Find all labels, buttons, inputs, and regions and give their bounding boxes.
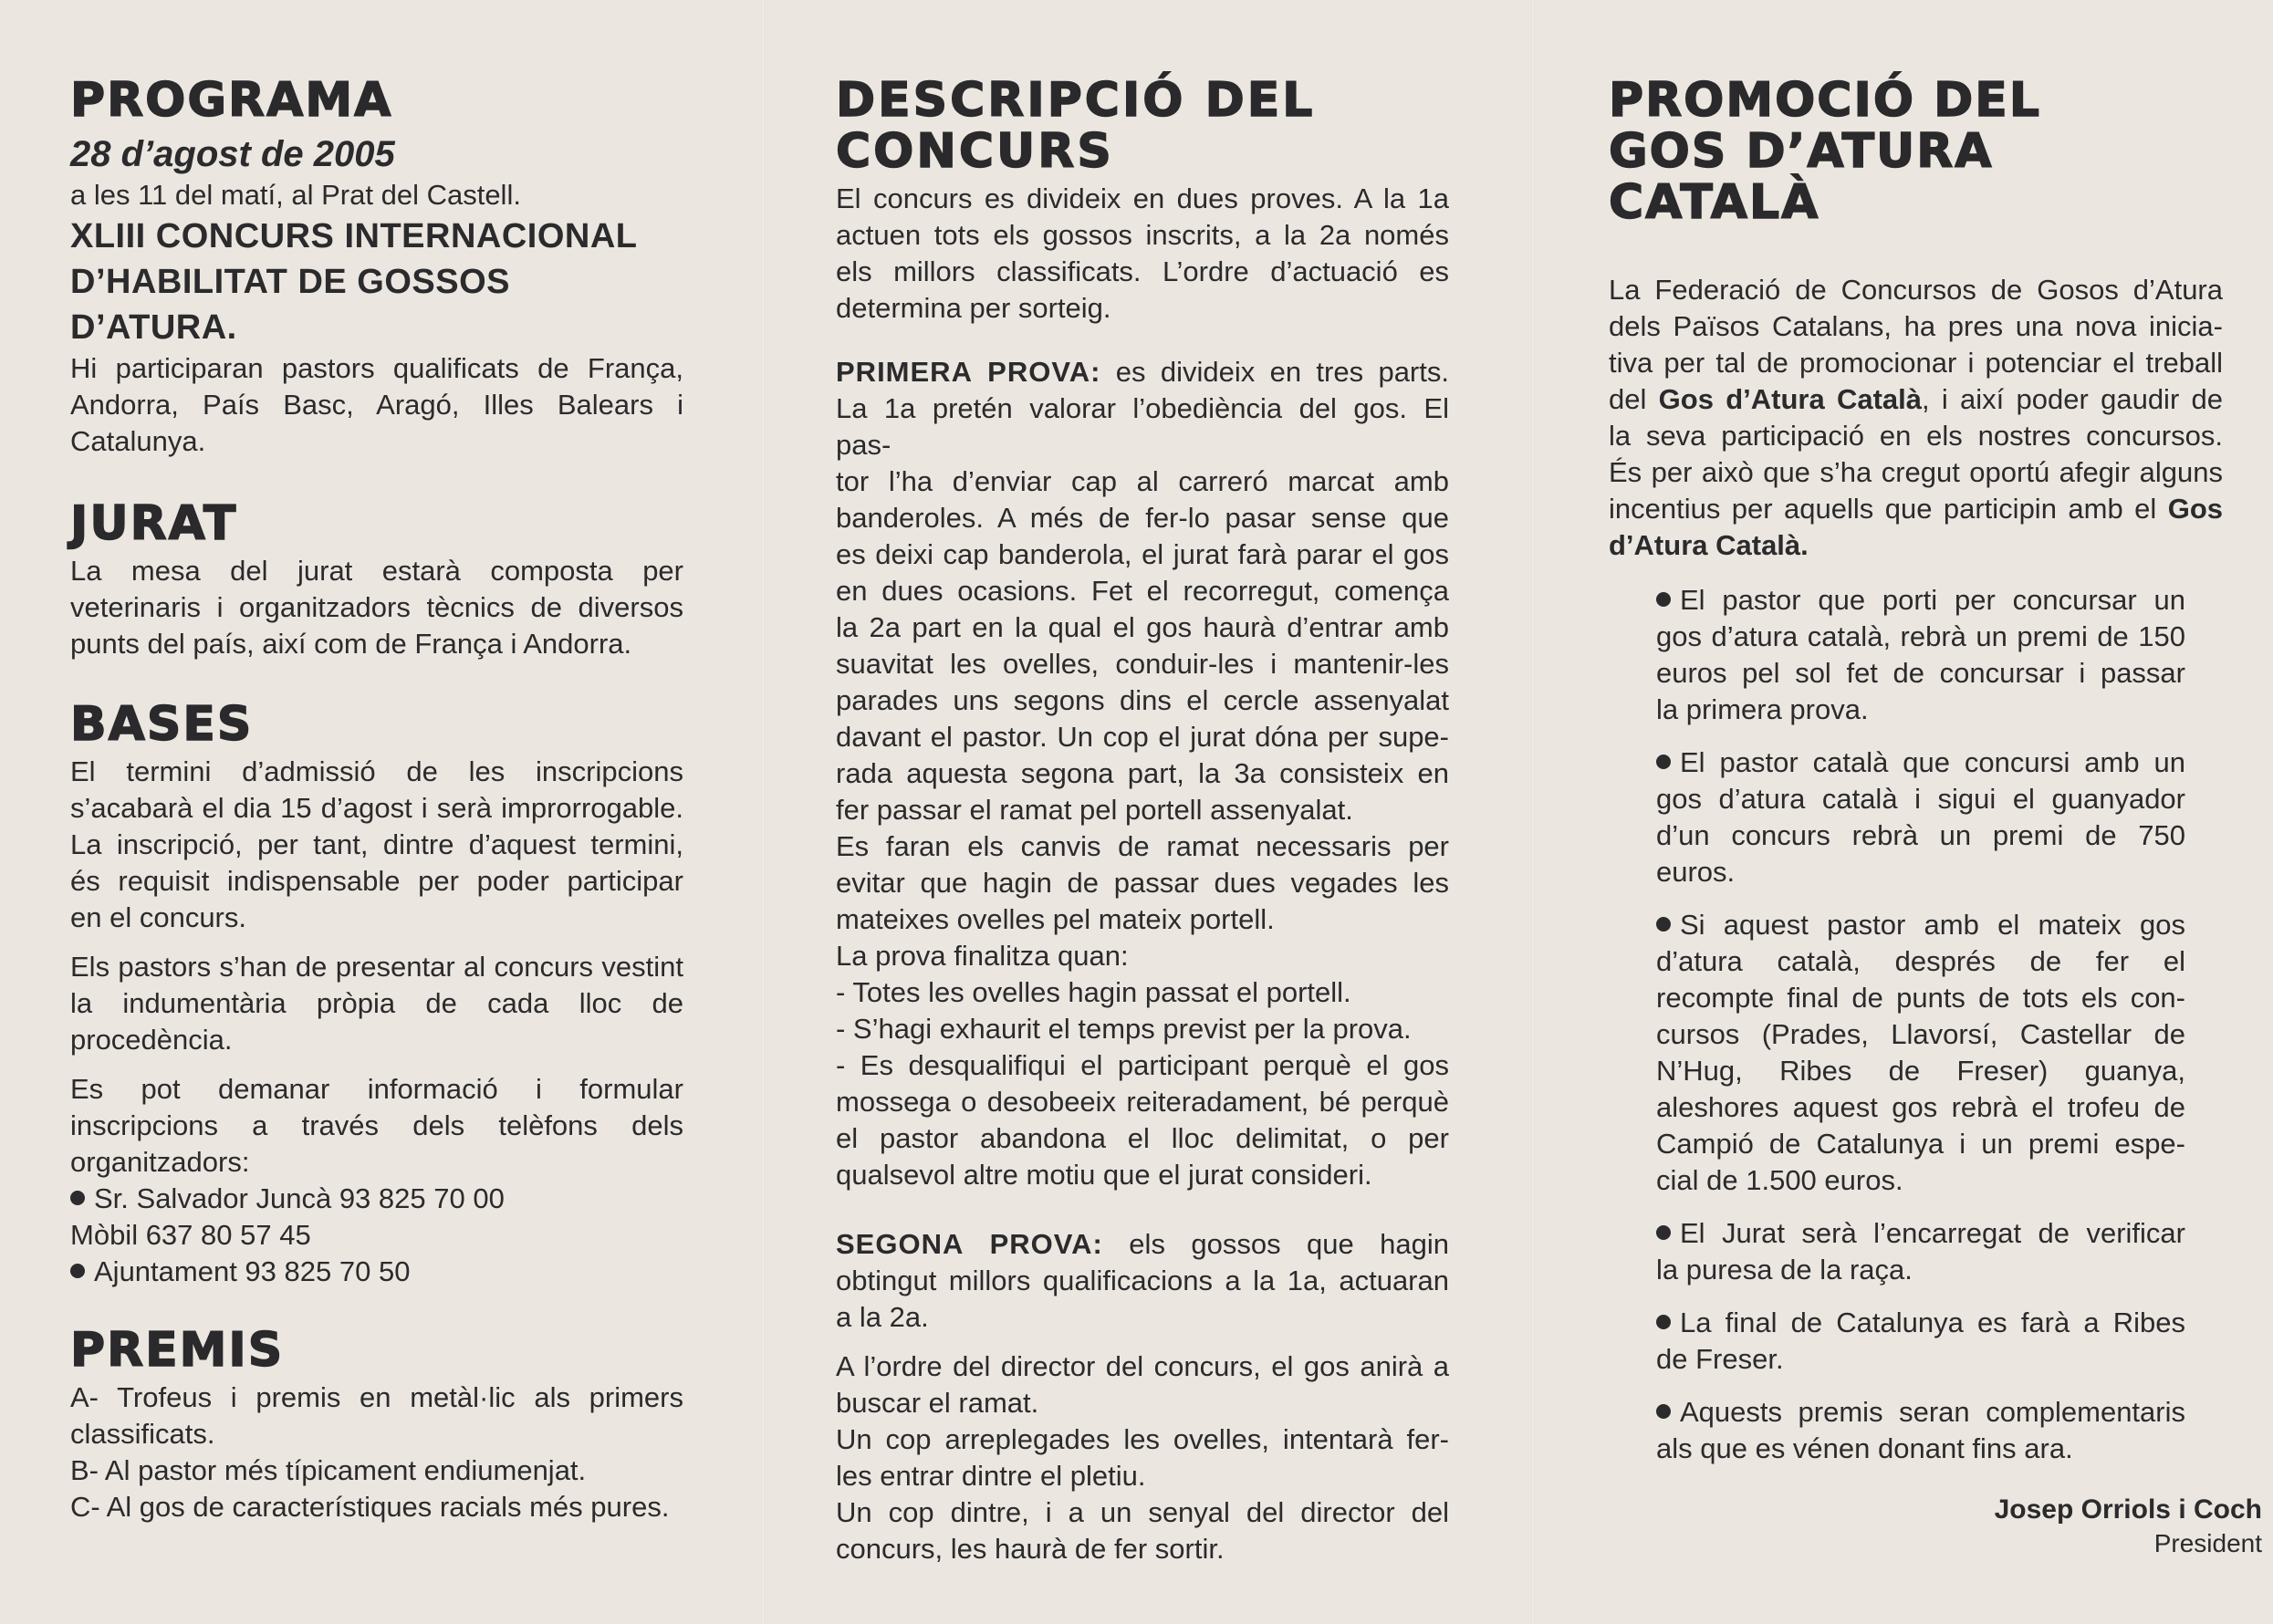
bullet-icon: [1656, 1404, 1671, 1419]
promocio-bullet-3: Si aquest pastor amb el mateix gos d’atura català, després de fer el recompte final de punts de tots els con- cursos (Prades, Llavorsí, Castellar de N’Hug, Ribes de Freser) guanya, aleshores aquest gos rebrà el trofeu de Campió de Catalunya i un premi espe- cial de 1.500 euros.: [1656, 909, 2185, 1196]
descripcio-heading-line-1: [836, 75, 1449, 126]
descripcio-heading-line-2: CONCURS: [836, 124, 1114, 179]
primera-line-3: banderoles. A més de fer-lo pasar sense que: [836, 502, 1449, 534]
signature-role: President: [2153, 1529, 2262, 1557]
jurat-line-2: veterinaris i organitzadors tècnics de diversos: [70, 591, 683, 623]
promocio-intro-line-5: la seva participació en els nostres concursos.: [1609, 420, 2223, 452]
primera-line-14: mateixes ovelles pel mateix portell.: [836, 903, 1275, 935]
jurat-line-1: La mesa del jurat estarà composta per: [70, 555, 683, 587]
bullet-icon: [1656, 917, 1671, 932]
bullet-icon: [70, 1264, 85, 1278]
promocio-bullet-6: Aquests premis seran complementaris als que es vénen donant fins ara.: [1656, 1396, 2185, 1464]
segona-p2-line-2: buscar el ramat.: [836, 1387, 1039, 1419]
prova-end-1: - Totes les ovelles hagin passat el portell.: [836, 976, 1351, 1008]
promocio-heading-line-1: PROMOCIÓ DEL: [1609, 73, 2041, 128]
prova-end-3-line-3: el pastor abandona el lloc delimitat, o per: [836, 1122, 1449, 1154]
primera-line-4: es deixi cap banderola, el jurat farà parar el gos: [836, 538, 1449, 570]
primera-line-7: suavitat les ovelles, conduir-les i mantenir-les: [836, 648, 1449, 680]
primera-line-8: parades uns segons dins el cercle assenyalat: [836, 684, 1449, 716]
premis-item-c: C- Al gos de característiques racials més pures.: [70, 1491, 670, 1523]
prova-end-3-line-1: - Es desqualifiqui el participant perquè el gos: [836, 1049, 1449, 1081]
contact-juncà: Sr. Salvador Juncà 93 825 70 00: [70, 1181, 683, 1217]
promocio-intro-line-2: dels Països Catalans, ha pres una nova inicia-: [1609, 310, 2223, 342]
bases-p3-line-3: organitzadors:: [70, 1146, 250, 1178]
participants-line-1: Hi participaran pastors qualificats de França,: [70, 352, 683, 384]
prova-end-2: - S’hagi exhaurit el temps previst per la prova.: [836, 1013, 1412, 1045]
programa-heading: PROGRAMA: [70, 73, 393, 128]
segona-line-1: obtingut millors qualificacions a la 1a, actuaran: [836, 1265, 1449, 1296]
bases-p2-line-1: Els pastors s’han de presentar al concurs vestint: [70, 951, 683, 983]
bases-p1-line-2: s’acabarà el dia 15 d’agost i serà improrrogable.: [70, 792, 683, 824]
primera-line-5: en dues ocasions. Fet el recorregut, comença: [836, 575, 1449, 607]
jurat-line-3: punts del país, així com de França i Andorra.: [70, 628, 632, 660]
segona-p2-line-1: A l’ordre del director del concurs, el gos anirà a: [836, 1350, 1449, 1382]
event-title-line-3: D’ATURA.: [70, 308, 237, 347]
signature-block: [1609, 1493, 2262, 1560]
promocio-bullets: [1656, 582, 2185, 1467]
segona-p2-line-4: les entrar dintre el pletiu.: [836, 1460, 1146, 1492]
primera-prova-label: PRIMERA PROVA:: [836, 356, 1101, 388]
bases-p1-line-3: La inscripció, per tant, dintre d’aquest termini,: [70, 828, 683, 860]
bases-p3-line-1: Es pot demanar informació i formular: [70, 1073, 683, 1105]
bases-p2-line-3: procedència.: [70, 1024, 233, 1056]
promocio-bullet-2: El pastor català que concursi amb un gos d’atura català i sigui el guanyador d’un concurs rebrà un premi de 750 euros.: [1656, 746, 2185, 888]
participants-line-3: Catalunya.: [70, 425, 206, 457]
prova-end-3-line-4: qualsevol altre motiu que el jurat consideri.: [836, 1159, 1372, 1191]
segona-p2-line-6: concurs, les haurà de fer sortir.: [836, 1533, 1225, 1565]
bullet-icon: [1656, 592, 1671, 607]
primera-line-11: fer passar el ramat pel portell assenyalat.: [836, 794, 1353, 826]
segona-p2-line-3: Un cop arreplegades les ovelles, intentarà fer-: [836, 1423, 1449, 1455]
bases-p1-line-1: El termini d’admissió de les inscripcions: [70, 755, 683, 787]
intro-line-1: El concurs es divideix en dues proves. A la 1a: [836, 182, 1449, 214]
contact-ajuntament: Ajuntament 93 825 70 50: [70, 1254, 683, 1290]
promocio-bullet-1: El pastor que porti per concursar un gos d’atura català, rebrà un premi de 150 euros pel sol fet de concursar i passar la primera prova.: [1656, 584, 2185, 725]
promocio-intro: [1609, 272, 2223, 564]
promocio-heading-line-3: CATALÀ: [1609, 175, 1820, 230]
primera-line-2: tor l’ha d’enviar cap al carreró marcat amb: [836, 465, 1449, 497]
signature-name: Josep Orriols i Coch: [1994, 1494, 2262, 1525]
segona-p2-line-5: Un cop dintre, i a un senyal del director del: [836, 1496, 1449, 1528]
panel-descripcio: [763, 0, 1532, 1624]
primera-line-10: rada aquesta segona part, la 3a consisteix en: [836, 757, 1449, 789]
promocio-heading-line-2: GOS D’ATURA: [1609, 124, 1994, 179]
event-title-line-2: D’HABILITAT DE GOSSOS: [70, 263, 510, 301]
promocio-intro-line-3: tiva per tal de promocionar i potenciar el treball: [1609, 347, 2223, 379]
event-title-line-1: XLIII CONCURS INTERNACIONAL: [70, 217, 638, 255]
premis-item-a-line-1: A- Trofeus i premis en metàl·lic als primers: [70, 1381, 683, 1413]
bases-p2-line-2: la indumentària pròpia de cada lloc de: [70, 987, 683, 1019]
segona-prova-first-line: SEGONA PROVA: els gossos que hagin: [836, 1228, 1449, 1260]
event-date: 28 d’agost de 2005: [70, 134, 395, 174]
promocio-intro-line-4: del Gos d’Atura Català, i així poder gaudir de: [1609, 383, 2224, 415]
premis-item-a-line-2: classificats.: [70, 1418, 215, 1450]
jurat-heading: JURAT: [70, 496, 238, 551]
premis-item-b: B- Al pastor més típicament endiumenjat.: [70, 1454, 587, 1486]
bullet-icon: [70, 1191, 85, 1205]
promocio-intro-line-6: És per això que s’ha cregut oportú afegir alguns: [1609, 456, 2223, 488]
promocio-bullet-5: La final de Catalunya es farà a Ribes de Freser.: [1656, 1306, 2185, 1375]
participants-line-2: Andorra, País Basc, Aragó, Illes Balears i: [70, 389, 683, 421]
intro-line-2: actuen tots els gossos inscrits, a la 2a només: [836, 219, 1449, 251]
gos-datura-catala-emphasis: Gos d’Atura Català: [1658, 383, 1923, 415]
panel-promocio: [1532, 0, 2273, 1624]
premis-heading: PREMIS: [70, 1323, 285, 1378]
primera-prova-first-line: PRIMERA PROVA: es divideix en tres parts.: [836, 356, 1449, 388]
prova-end-3-line-2: mossega o desobeeix reiteradament, bé perquè: [836, 1086, 1449, 1118]
bases-p1-line-4: és requisit indispensable per poder participar: [70, 865, 683, 897]
intro-line-4: determina per sorteig.: [836, 292, 1111, 324]
bases-p1-line-5: en el concurs.: [70, 901, 246, 933]
prova-finalitza-intro: La prova finalitza quan:: [836, 940, 1129, 972]
bullet-icon: [1656, 755, 1671, 769]
panel-programa: [0, 0, 763, 1624]
promocio-intro-line-1: La Federació de Concursos de Gosos d’Atura: [1609, 274, 2223, 306]
promocio-intro-line-7: incentius per aquells que participin amb el Gos: [1609, 493, 2223, 525]
primera-line-9: davant el pastor. Un cop el jurat dóna per supe-: [836, 721, 1449, 753]
primera-line-1: La 1a pretén valorar l’obediència del gos. El pas-: [836, 392, 1449, 461]
promocio-intro-line-8: d’Atura Català.: [1609, 529, 1809, 561]
primera-line-13: evitar que hagin de passar dues vegades les: [836, 867, 1449, 899]
primera-line-6: la 2a part en la qual el gos haurà d’entrar amb: [836, 611, 1449, 643]
bullet-icon: [1656, 1315, 1671, 1329]
bases-p3-line-2: inscripcions a través dels telèfons dels: [70, 1109, 683, 1141]
primera-line-12: Es faran els canvis de ramat necessaris per: [836, 830, 1449, 862]
promocio-bullet-4: El Jurat serà l’encarregat de verificar la puresa de la raça.: [1656, 1217, 2185, 1286]
event-time-place: a les 11 del matí, al Prat del Castell.: [70, 179, 521, 211]
contact-mobile: Mòbil 637 80 57 45: [70, 1219, 311, 1251]
bases-heading: BASES: [70, 697, 254, 752]
segona-line-2: a la 2a.: [836, 1301, 929, 1333]
bullet-icon: [1656, 1225, 1671, 1240]
intro-line-3: els millors classificats. L’ordre d’actuació es: [836, 255, 1449, 287]
segona-prova-label: SEGONA PROVA:: [836, 1228, 1103, 1260]
descripcio-heading-word: DESCRIPCIÓ DEL: [836, 73, 1316, 128]
